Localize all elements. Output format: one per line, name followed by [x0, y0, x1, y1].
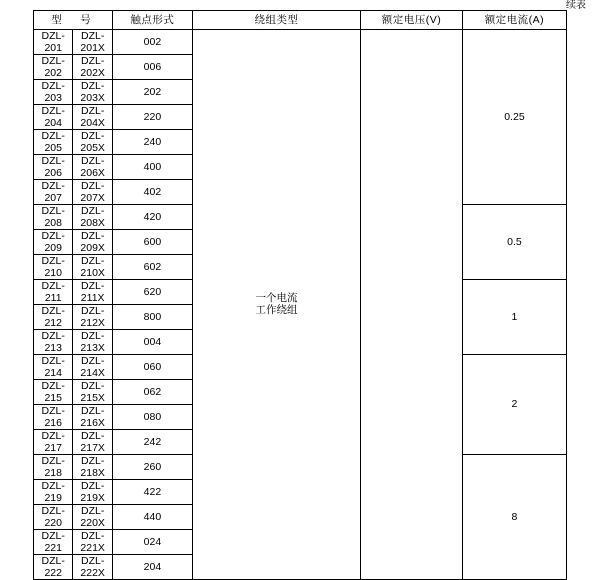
cell-model-a: DZL-221	[34, 529, 73, 554]
cell-contact-form: 260	[112, 454, 192, 479]
cell-model-b: DZL-221X	[73, 529, 112, 554]
cell-model-b: DZL-201X	[73, 29, 112, 54]
table-body	[34, 29, 567, 579]
cell-contact-form: 024	[112, 529, 192, 554]
cell-model-b: DZL-211X	[73, 279, 112, 304]
cell-model-b: DZL-218X	[73, 454, 112, 479]
cell-contact-form: 602	[112, 254, 192, 279]
cell-model-b: DZL-217X	[73, 429, 112, 454]
cell-rated-current: 8	[462, 454, 566, 579]
cell-model-b: DZL-204X	[73, 104, 112, 129]
cell-contact-form: 220	[112, 104, 192, 129]
cell-contact-form: 006	[112, 54, 192, 79]
cell-contact-form: 242	[112, 429, 192, 454]
cell-contact-form: 002	[112, 29, 192, 54]
cell-contact-form: 600	[112, 229, 192, 254]
cell-model-a: DZL-217	[34, 429, 73, 454]
header-winding-type: 绕组类型	[192, 11, 360, 30]
cell-model-b: DZL-212X	[73, 304, 112, 329]
cell-model-b: DZL-203X	[73, 79, 112, 104]
cell-model-b: DZL-202X	[73, 54, 112, 79]
cell-model-b: DZL-220X	[73, 504, 112, 529]
cell-rated-current: 0.5	[462, 204, 566, 279]
cell-model-a: DZL-219	[34, 479, 73, 504]
cell-model-a: DZL-214	[34, 354, 73, 379]
cell-rated-current: 1	[462, 279, 566, 354]
cell-model-a: DZL-205	[34, 129, 73, 154]
cell-contact-form: 440	[112, 504, 192, 529]
cell-model-b: DZL-216X	[73, 404, 112, 429]
cell-model-b: DZL-210X	[73, 254, 112, 279]
cell-model-b: DZL-209X	[73, 229, 112, 254]
cell-contact-form: 400	[112, 154, 192, 179]
cell-model-b: DZL-206X	[73, 154, 112, 179]
cell-contact-form: 402	[112, 179, 192, 204]
cell-model-b: DZL-207X	[73, 179, 112, 204]
cell-model-b: DZL-215X	[73, 379, 112, 404]
cell-contact-form: 800	[112, 304, 192, 329]
cell-rated-current: 0.25	[462, 29, 566, 204]
cell-model-a: DZL-206	[34, 154, 73, 179]
cell-model-a: DZL-209	[34, 229, 73, 254]
cell-model-a: DZL-213	[34, 329, 73, 354]
cell-contact-form: 240	[112, 129, 192, 154]
header-contact-form: 触点形式	[112, 11, 192, 30]
cell-contact-form: 202	[112, 79, 192, 104]
cell-model-a: DZL-220	[34, 504, 73, 529]
cell-model-a: DZL-212	[34, 304, 73, 329]
cell-contact-form: 004	[112, 329, 192, 354]
cell-contact-form: 080	[112, 404, 192, 429]
table-row	[34, 29, 567, 54]
cell-model-b: DZL-208X	[73, 204, 112, 229]
cell-model-b: DZL-214X	[73, 354, 112, 379]
cell-model-b: DZL-205X	[73, 129, 112, 154]
cell-contact-form: 422	[112, 479, 192, 504]
cell-model-a: DZL-216	[34, 404, 73, 429]
cell-model-b: DZL-219X	[73, 479, 112, 504]
cell-model-a: DZL-208	[34, 204, 73, 229]
cell-winding-type: 一个电流 工作绕组	[192, 29, 360, 579]
cell-contact-form: 420	[112, 204, 192, 229]
cell-contact-form: 060	[112, 354, 192, 379]
cell-model-a: DZL-204	[34, 104, 73, 129]
cell-model-a: DZL-215	[34, 379, 73, 404]
cell-model-a: DZL-201	[34, 29, 73, 54]
continued-label: 续表	[566, 0, 586, 11]
specification-table	[33, 10, 567, 580]
cell-model-a: DZL-203	[34, 79, 73, 104]
cell-model-a: DZL-207	[34, 179, 73, 204]
cell-model-a: DZL-211	[34, 279, 73, 304]
table-header-row	[34, 11, 567, 30]
table-header	[34, 11, 567, 30]
cell-rated-current: 2	[462, 354, 566, 454]
header-rated-current: 额定电流(A)	[462, 11, 566, 30]
cell-model-a: DZL-210	[34, 254, 73, 279]
cell-model-b: DZL-213X	[73, 329, 112, 354]
cell-model-a: DZL-218	[34, 454, 73, 479]
cell-contact-form: 620	[112, 279, 192, 304]
cell-rated-voltage	[361, 29, 463, 579]
header-rated-voltage: 额定电压(V)	[361, 11, 463, 30]
cell-contact-form: 204	[112, 554, 192, 579]
header-model: 型 号	[34, 11, 113, 30]
cell-contact-form: 062	[112, 379, 192, 404]
cell-model-b: DZL-222X	[73, 554, 112, 579]
cell-model-a: DZL-222	[34, 554, 73, 579]
cell-model-a: DZL-202	[34, 54, 73, 79]
